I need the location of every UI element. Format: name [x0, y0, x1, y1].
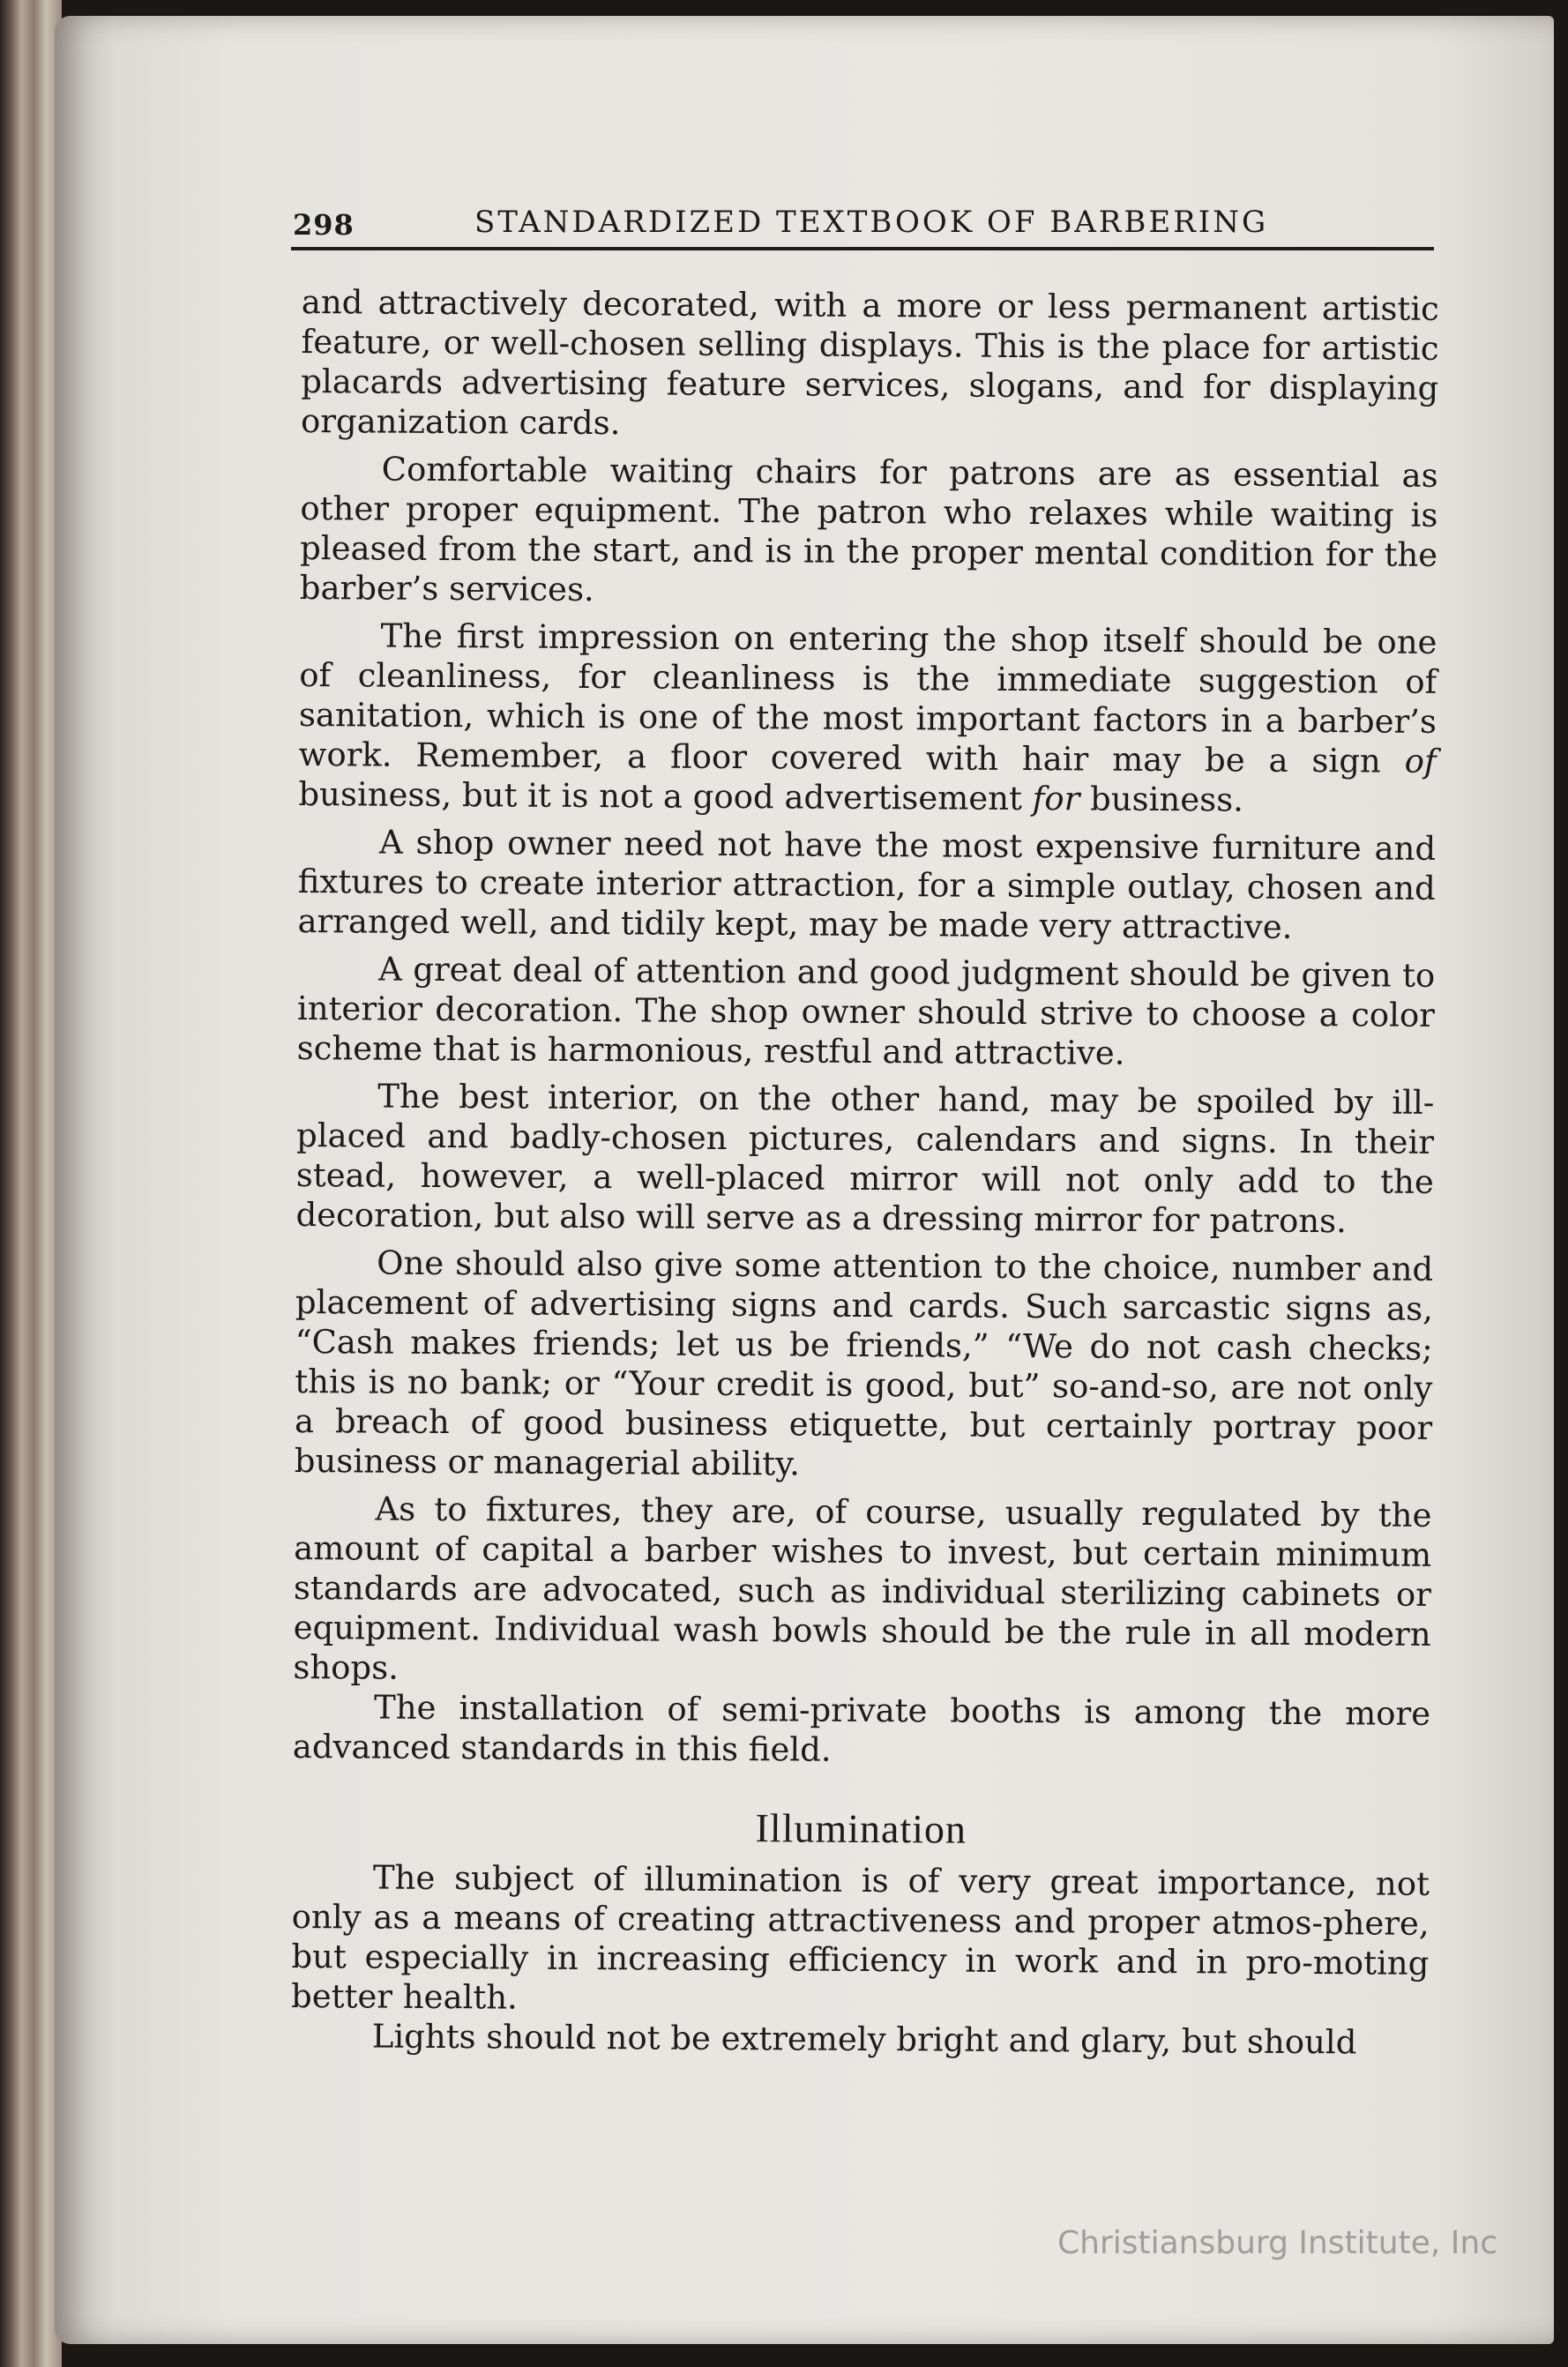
paragraph-signs: One should also give some attention to the choice, number and placement of advertising signs and cards. Such sarcastic signs as, “Cash makes friends; let us be friends,” “We do not cash checks; this is no bank; or “Your credit is good, but” so-and-so, are not only a breach of good business etiquette, but certainly portray poor business or managerial ability. [294, 1243, 1434, 1483]
paragraph-text: business. [1079, 780, 1244, 819]
page-body [291, 282, 1439, 2071]
section-heading-illumination: Illumination [755, 1805, 967, 1852]
italic-for: for [1032, 780, 1080, 818]
running-title: STANDARDIZED TEXTBOOK OF BARBERING [474, 205, 1269, 240]
paragraph-booths: The installation of semi-private booths is among the more advanced standards in this field. [292, 1688, 1431, 1769]
paragraph-waiting-chairs: Comfortable waiting chairs for patrons are as essential as other proper equipment. The patron who relaxes while waiting is pleased from the start, and is in the proper mental condition for the barber’s services. [299, 450, 1438, 609]
book-binding-edge [0, 0, 62, 2367]
paragraph-text: The first impression on entering the shop itself should be one of cleanliness, for cleanliness is the immediate suggestion of sanitation, which is one of the most important factors in a barber’s work. Remember, a floor covered with hair may be a sign [298, 616, 1437, 780]
paragraph-continued: and attractively decorated, with a more or less permanent artistic feature, or well-chosen selling displays. This is the place for artistic placards advertising feature services, slogans, and for displaying organization cards. [300, 282, 1439, 443]
paragraph-fixtures: As to fixtures, they are, of course, usually regulated by the amount of capital a barber wishes to invest, but certain minimum standards are advocated, such as individual sterilizing cabinets or equipment. Individual wash bowls should be the rule in all modern shops. [293, 1490, 1432, 1687]
page-number: 298 [293, 208, 355, 242]
watermark-text: Christiansburg Institute, Inc [1057, 2225, 1497, 2261]
paragraph-text: business, but it is not a good advertisement [298, 774, 1033, 818]
paragraph-illumination: The subject of illumination is of very great importance, not only as a means of creating attractiveness and proper atmos-phere, but especially in increasing efficiency in work and in pro-moting better health. [290, 1858, 1430, 2017]
paragraph-first-impression [298, 616, 1437, 821]
paragraph-decoration: A great deal of attention and good judgment should be given to interior decoration. The shop owner should strive to choose a color scheme that is harmonious, restful and attractive. [296, 950, 1436, 1072]
paragraph-furniture: A shop owner need not have the most expensive furniture and fixtures to create interior attraction, for a simple outlay, chosen and arranged well, and tidily kept, may be made very attractive. [297, 823, 1437, 946]
page-header [291, 201, 1434, 250]
paragraph-best-interior: The best interior, on the other hand, may be spoiled by ill-placed and badly-chosen pictures, calendars and signs. In their stead, however, a well-placed mirror will not only add to the decoration, but also will serve as a dressing mirror for patrons. [295, 1077, 1435, 1241]
paragraph-lights: Lights should not be extremely bright and glary, but should [371, 2017, 1357, 2062]
italic-of: of [1404, 742, 1437, 780]
